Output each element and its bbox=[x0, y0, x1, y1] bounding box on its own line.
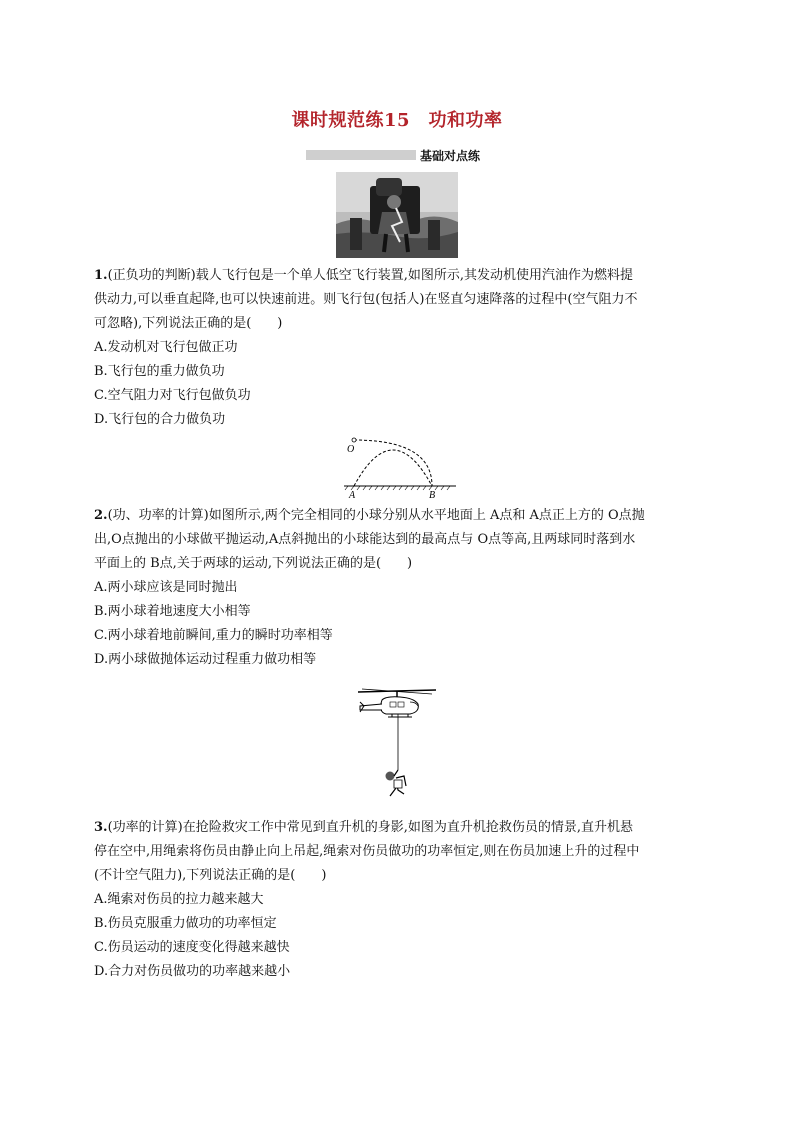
question-3-line: (不计空气阻力),下列说法正确的是( ) bbox=[94, 868, 327, 883]
label-a: A bbox=[349, 490, 356, 500]
section-label: 基础对点练 bbox=[420, 148, 481, 163]
question-2-line: 平面上的 B点,关于两球的运动,下列说法正确的是( ) bbox=[94, 556, 413, 571]
option-d: D.合力对伤员做功的功率越来越小 bbox=[94, 964, 291, 979]
question-1 bbox=[94, 264, 700, 432]
question-1-line: 供动力,可以垂直起降,也可以快速前进。则飞行包(包括人)在竖直匀速降落的过程中(空气阻力不 bbox=[94, 292, 638, 307]
question-3-line: 停在空中,用绳索将伤员由静止向上吊起,绳索对伤员做功的功率恒定,则在伤员加速上升的过程中 bbox=[94, 844, 640, 859]
question-2-number: 2. bbox=[94, 508, 108, 523]
question-2-line: 出,O点抛出的小球做平抛运动,A点斜抛出的小球能达到的最高点与 O点等高,且两球同时落到水 bbox=[94, 532, 636, 547]
jetpack-photo bbox=[336, 172, 458, 258]
option-a: A.绳索对伤员的拉力越来越大 bbox=[94, 892, 264, 907]
question-3-number: 3. bbox=[94, 820, 108, 835]
helicopter-rescue-illustration bbox=[352, 684, 442, 802]
question-2-line: 2.(功、功率的计算)如图所示,两个完全相同的小球分别从水平地面上 A点和 A点正上方的 O点抛 bbox=[94, 508, 645, 523]
option-c: C.伤员运动的速度变化得越来越快 bbox=[94, 940, 290, 955]
question-2 bbox=[94, 504, 700, 672]
label-o: O bbox=[347, 444, 355, 455]
question-1-line: 1.(正负功的判断)载人飞行包是一个单人低空飞行装置,如图所示,其发动机使用汽油作为燃料提 bbox=[94, 268, 633, 283]
page-title: 课时规范练15 功和功率 bbox=[291, 110, 503, 131]
option-d: D.飞行包的合力做负功 bbox=[94, 412, 226, 427]
option-a: A.两小球应该是同时抛出 bbox=[94, 580, 238, 595]
option-b: B.飞行包的重力做负功 bbox=[94, 364, 225, 379]
option-a: A.发动机对飞行包做正功 bbox=[94, 340, 238, 355]
label-b: B bbox=[429, 490, 436, 500]
question-3-line: 3.(功率的计算)在抢险救灾工作中常见到直升机的身影,如图为直升机抢救伤员的情景,直升机悬 bbox=[94, 820, 633, 835]
option-c: C.空气阻力对飞行包做负功 bbox=[94, 388, 251, 403]
question-1-line: 可忽略),下列说法正确的是( ) bbox=[94, 316, 283, 331]
option-d: D.两小球做抛体运动过程重力做功相等 bbox=[94, 652, 317, 667]
question-3 bbox=[94, 816, 700, 984]
option-b: B.两小球着地速度大小相等 bbox=[94, 604, 251, 619]
projectile-diagram bbox=[340, 432, 460, 500]
section-bar bbox=[306, 150, 416, 160]
option-c: C.两小球着地前瞬间,重力的瞬时功率相等 bbox=[94, 628, 333, 643]
option-b: B.伤员克服重力做功的功率恒定 bbox=[94, 916, 277, 931]
section-header bbox=[306, 148, 480, 162]
question-1-number: 1. bbox=[94, 268, 108, 283]
